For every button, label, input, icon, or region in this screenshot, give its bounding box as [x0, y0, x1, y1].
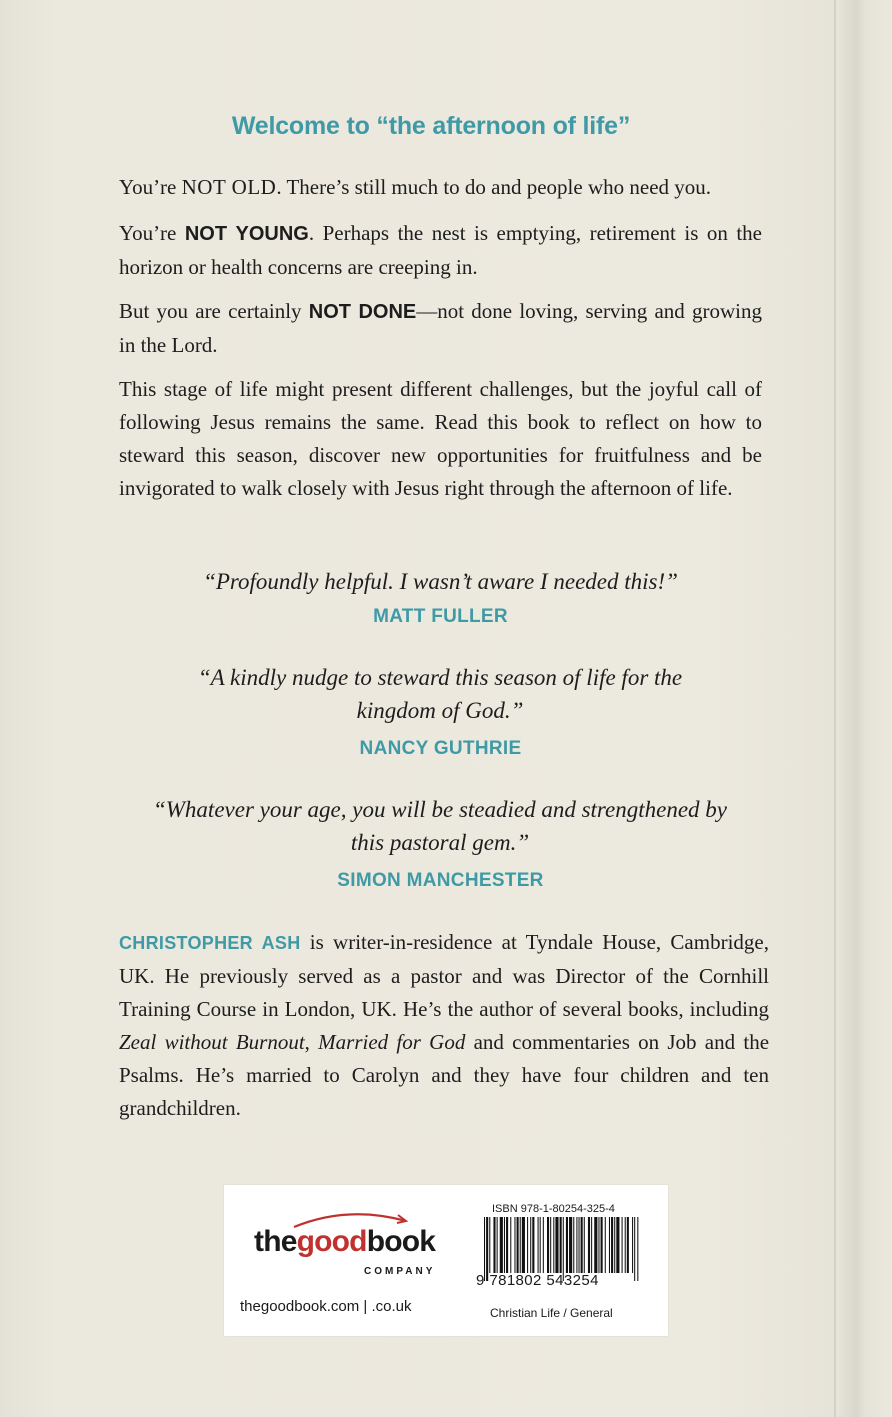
- endorsement-quote-1: “Profoundly helpful. I wasn’t aware I needed this!”: [203, 569, 678, 594]
- barcode-bar: [566, 1217, 568, 1273]
- intro-text: . There’s still much to do and people who need you.: [276, 175, 712, 199]
- book-title: Zeal without Burnout: [119, 1030, 305, 1054]
- spine-edge: [834, 0, 836, 1417]
- barcode-digit-group-2: 543254: [546, 1272, 599, 1289]
- barcode-bar: [616, 1217, 619, 1273]
- barcode-bar: [614, 1217, 615, 1273]
- cover-heading: Welcome to “the afternoon of life”: [231, 112, 631, 140]
- logo-book: book: [366, 1225, 436, 1258]
- barcode-bar: [560, 1217, 562, 1273]
- book-title: Married for God: [318, 1030, 466, 1054]
- barcode-bar: [553, 1217, 554, 1273]
- endorsement-name-1: MATT FULLER: [373, 606, 508, 627]
- logo-the: the: [254, 1225, 297, 1258]
- intro-line-not-old: [119, 171, 762, 204]
- barcode-bar: [625, 1217, 626, 1273]
- intro-text: You’re: [119, 221, 185, 245]
- logo-good: good: [296, 1225, 367, 1258]
- endorsement-name-2: NANCY GUTHRIE: [359, 738, 522, 759]
- barcode-bar: [527, 1217, 528, 1273]
- description-paragraph: This stage of life might present different challenges, but the joyful call of following Jesus remains the same. Read this book to reflect on how to steward this season, discover new opportunities for fruitfulness and be invigorated to walk closely with Jesus right through the afternoon of life.: [119, 377, 762, 500]
- barcode-bar: [543, 1217, 544, 1273]
- isbn-number: ISBN 978-1-80254-325-4: [492, 1203, 615, 1215]
- barcode-bar: [506, 1217, 508, 1273]
- barcode-bar: [530, 1217, 531, 1273]
- endorsement-quote-2: “A kindly nudge to steward this season of life for the kingdom of God.”: [197, 665, 683, 723]
- barcode-bar: [489, 1217, 490, 1273]
- intro-text: But you are certainly: [119, 299, 309, 323]
- intro-text: You’re: [119, 175, 182, 199]
- barcode-bar: [611, 1217, 613, 1273]
- barcode-bar: [547, 1217, 549, 1273]
- barcode-bar: [497, 1217, 498, 1273]
- barcode-bar: [504, 1217, 505, 1273]
- endorsement-name-3: SIMON MANCHESTER: [337, 870, 544, 891]
- publisher-barcode-label: [224, 1185, 668, 1336]
- author-name: CHRISTOPHER ASH: [119, 933, 301, 953]
- barcode-bar: [538, 1217, 539, 1273]
- barcode-bar: [627, 1217, 629, 1273]
- barcode-bar: [622, 1217, 623, 1273]
- barcode-bar: [581, 1217, 583, 1273]
- author-bio-text: is writer-in-residence at Tyndale House, Cambridge, UK. He previously served as a pastor and was Director of the Cornhill Training Course in London, UK. He’s the author of several books, including: [119, 930, 769, 1021]
- publisher-url: thegoodbook.com | .co.uk: [240, 1298, 412, 1315]
- barcode-bar: [532, 1217, 534, 1273]
- barcode-bar: [550, 1217, 551, 1273]
- barcode-bar: [510, 1217, 511, 1273]
- intro-line-not-young: [119, 217, 762, 284]
- publisher-logo: [254, 1225, 435, 1259]
- barcode-bar: [591, 1217, 592, 1273]
- barcode-bar: [540, 1217, 541, 1273]
- barcode-bar: [588, 1217, 590, 1273]
- emphasis-not-done: NOT DONE: [308, 301, 417, 323]
- barcode-bar: [493, 1217, 495, 1273]
- barcode-bar: [569, 1217, 572, 1273]
- barcode-bar: [517, 1217, 519, 1273]
- barcode-bar: [601, 1217, 603, 1273]
- barcode-digits: [476, 1272, 648, 1289]
- barcode-bar: [605, 1217, 606, 1273]
- emphasis-not-old: NOT OLD: [181, 175, 277, 199]
- barcode-bar: [584, 1217, 585, 1273]
- barcode-bar: [594, 1217, 597, 1273]
- barcode-bar: [632, 1217, 633, 1273]
- barcode-bar: [579, 1217, 580, 1273]
- logo-company: COMPANY: [364, 1266, 436, 1277]
- barcode-bar: [514, 1217, 515, 1273]
- intro-text: —not done loving, serving and growing in the Lord.: [119, 299, 762, 357]
- author-bio: [119, 926, 769, 1125]
- intro-line-not-done: [119, 295, 762, 362]
- barcode-bar: [555, 1217, 558, 1273]
- barcode-bar: [573, 1217, 574, 1273]
- barcode-digit-group-1: 781802: [489, 1272, 542, 1289]
- emphasis-not-young: NOT YOUNG: [184, 223, 309, 245]
- book-category: Christian Life / General: [490, 1306, 613, 1320]
- barcode-digit-lead: 9: [476, 1272, 485, 1289]
- author-bio-text: ,: [304, 1030, 319, 1054]
- barcode-bar: [522, 1217, 525, 1273]
- barcode-bar: [609, 1217, 610, 1273]
- barcode-bar: [520, 1217, 521, 1273]
- intro-text: . Perhaps the nest is emptying, retirement is on the horizon or health concerns are creeping in.: [119, 221, 762, 279]
- barcode-bar: [598, 1217, 599, 1273]
- endorsement-quote-3: “Whatever your age, you will be steadied and strengthened by this pastoral gem.”: [152, 797, 728, 855]
- author-bio-text: and commentaries on Job and the Psalms. He’s married to Carolyn and they have four children and ten grandchildren.: [119, 1030, 770, 1120]
- barcode-bar: [500, 1217, 503, 1273]
- barcode-bar: [576, 1217, 577, 1273]
